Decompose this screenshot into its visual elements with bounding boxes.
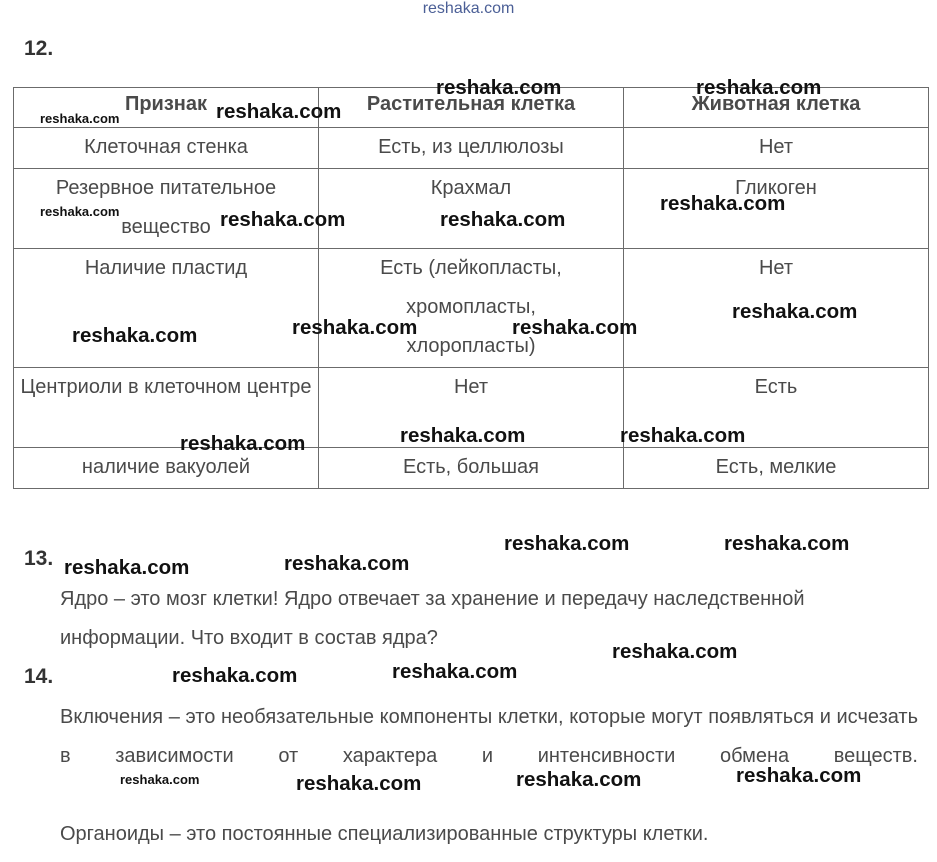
watermark: reshaka.com — [736, 764, 862, 787]
question-13-text: Ядро – это мозг клетки! Ядро отвечает за хранение и передачу наследственной информации. Что входит в состав ядра? — [60, 588, 805, 649]
table-row — [14, 128, 929, 169]
watermark: reshaka.com — [216, 100, 342, 123]
table-cell: Есть, из целлюлозы — [319, 128, 624, 169]
table-cell: Гликоген — [624, 169, 929, 249]
watermark: reshaka.com — [696, 76, 822, 99]
watermark: reshaka.com — [180, 432, 306, 455]
table-cell: наличие вакуолей — [14, 448, 319, 489]
question-number-14: 14. — [24, 665, 54, 688]
table-cell: Есть (лейкопласты, хромопласты, хлоропласты) — [319, 249, 624, 368]
watermark: reshaka.com — [660, 192, 786, 215]
table-cell: Нет — [624, 249, 929, 368]
watermark: reshaka.com — [40, 111, 120, 126]
watermark: reshaka.com — [620, 424, 746, 447]
table-cell: Крахмал — [319, 169, 624, 249]
header-cell: Животная клетка — [624, 88, 929, 128]
inclusions-definition: Включения – это необязательные компоненты клетки, которые могут появляться и исчезать в зависимости от характера и интенсивности обмена веществ. — [60, 706, 918, 767]
watermark: reshaka.com — [172, 664, 298, 687]
watermark: reshaka.com — [296, 772, 422, 795]
watermark: reshaka.com — [292, 316, 418, 339]
watermark: reshaka.com — [400, 424, 526, 447]
watermark: reshaka.com — [512, 316, 638, 339]
watermark: reshaka.com — [440, 208, 566, 231]
table-cell: Наличие пластид — [14, 249, 319, 368]
table-cell: Резервное питательное вещество — [14, 169, 319, 249]
watermark: reshaka.com — [732, 300, 858, 323]
table-cell: Есть, большая — [319, 448, 624, 489]
table-cell: Есть — [624, 368, 929, 448]
header-cell: Признак — [14, 88, 319, 128]
watermark: reshaka.com — [72, 324, 198, 347]
watermark: reshaka.com — [392, 660, 518, 683]
watermark: reshaka.com — [120, 772, 200, 787]
watermark: reshaka.com — [516, 768, 642, 791]
table-cell: Есть, мелкие — [624, 448, 929, 489]
watermark: reshaka.com — [436, 76, 562, 99]
question-number-12: 12. — [24, 37, 54, 60]
watermark: reshaka.com — [64, 556, 190, 579]
question-number-13: 13. — [24, 547, 54, 570]
header-cell: Растительная клетка — [319, 88, 624, 128]
table-row — [14, 448, 929, 489]
table-cell: Клеточная стенка — [14, 128, 319, 169]
watermark: reshaka.com — [40, 204, 120, 219]
site-header: reshaka.com — [422, 0, 515, 17]
watermark: reshaka.com — [220, 208, 346, 231]
table-cell: Нет — [319, 368, 624, 448]
watermark: reshaka.com — [504, 532, 630, 555]
watermark: reshaka.com — [724, 532, 850, 555]
organoids-definition: Органоиды – это постоянные специализированные структуры клетки. — [60, 823, 709, 845]
watermark: reshaka.com — [284, 552, 410, 575]
table-cell: Центриоли в клеточном центре — [14, 368, 319, 448]
watermark: reshaka.com — [612, 640, 738, 663]
table-cell: Нет — [624, 128, 929, 169]
